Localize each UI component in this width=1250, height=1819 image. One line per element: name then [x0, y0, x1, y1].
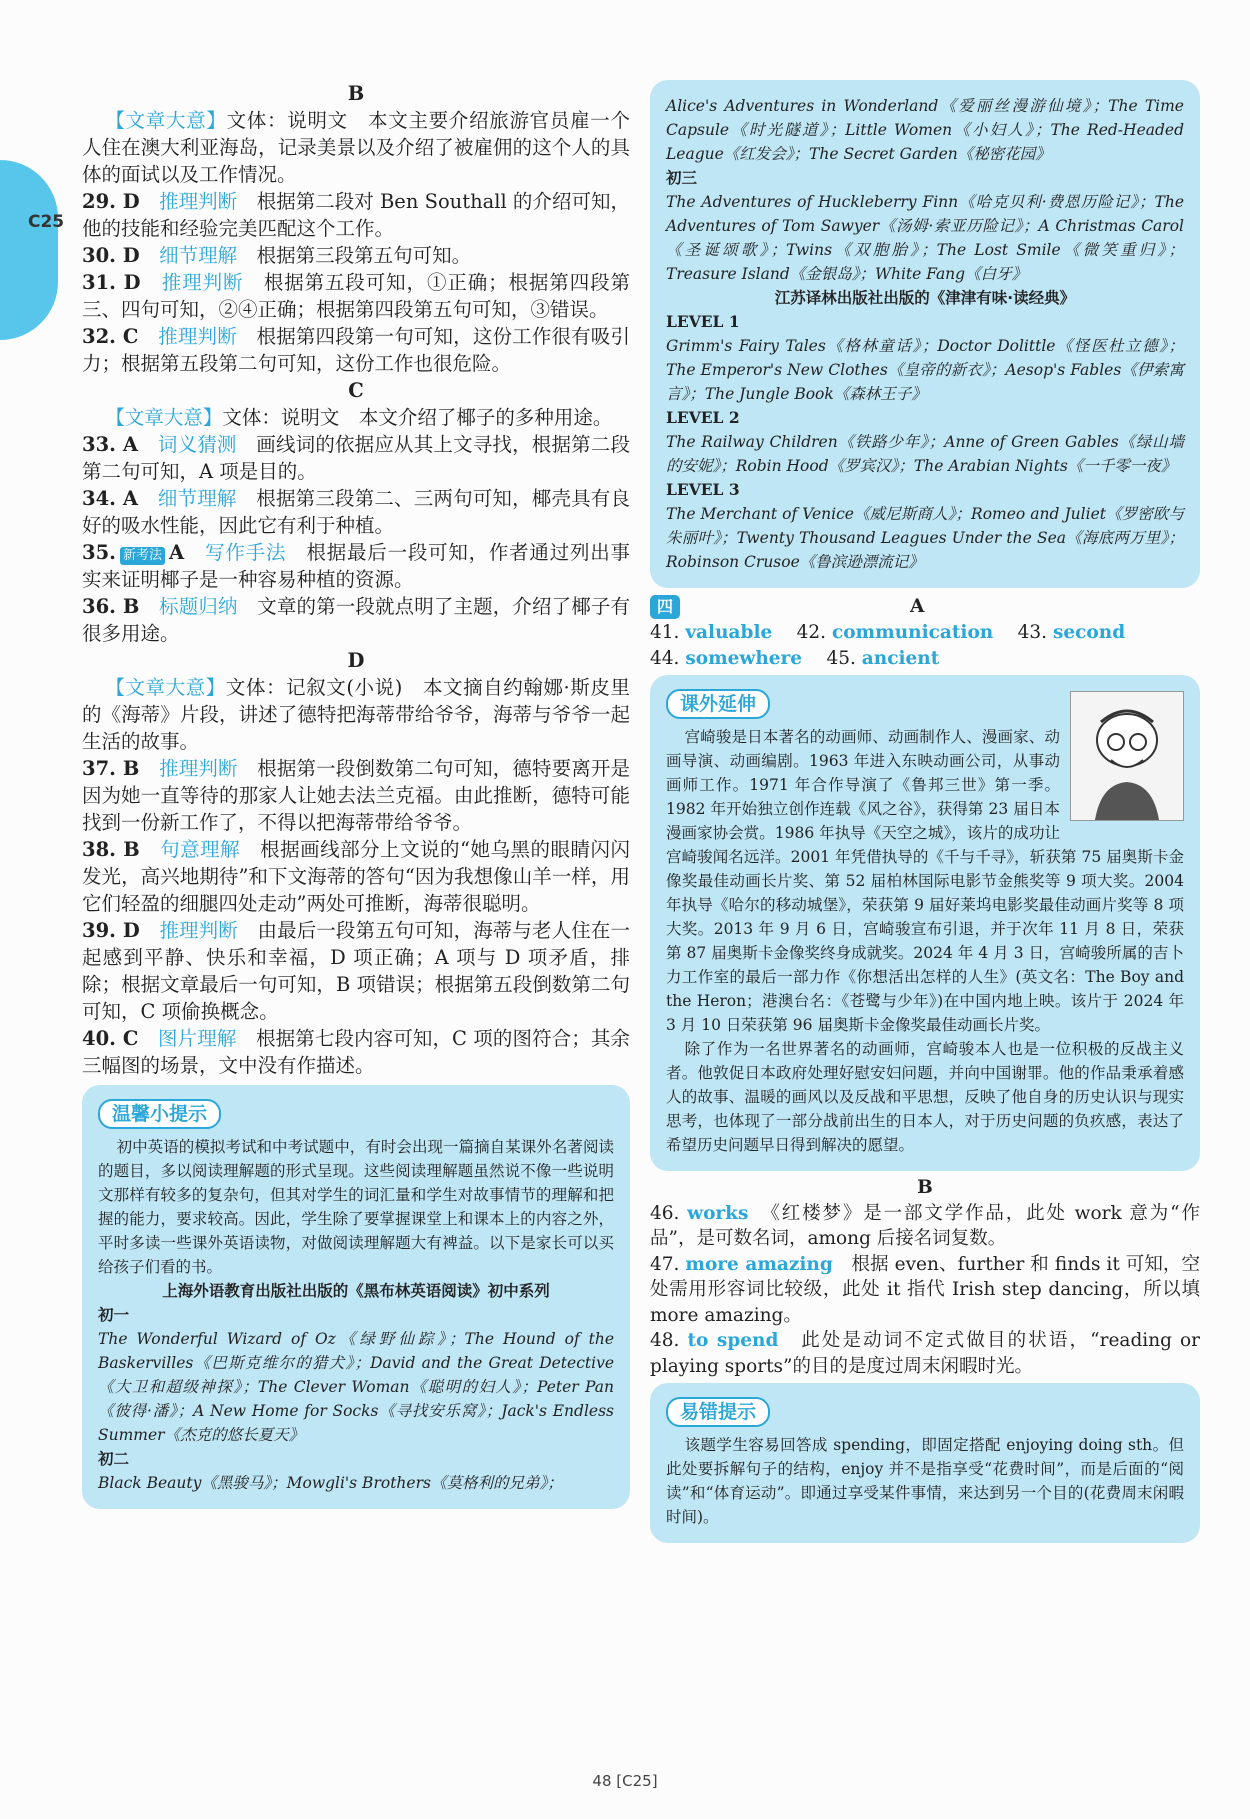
section-4-number: 四 [650, 595, 680, 619]
answer-39: 39. D 推理判断 由最后一段第五句可知，海蒂与老人住在一起感到平静、快乐和幸福，D 项正确；A 项与 D 项矛盾，排除；根据文章最后一句可知，B 项错误；根据第五段倒数第二句可知，C 项偷换概念。 [82, 919, 630, 1023]
side-tab-label: C25 [28, 212, 65, 232]
error-tip-text: 该题学生容易回答成 spending，即固定搭配 enjoying doing sth。但此处要拆解句子的结构，enjoy 并不是指享受“花费时间”，而是后面的“阅读”和“体育运动”。即通过享受某件事情，来达到另一个目的(花费周末闲暇时间)。 [666, 1436, 1184, 1526]
answer-48: 48. to spend 此处是动词不定式做目的状语，“reading or playing sports”的目的是度过周末闲暇时光。 [650, 1330, 1200, 1377]
level-2-label: LEVEL 2 [666, 408, 740, 427]
section-4-header [650, 594, 1200, 620]
answer-38: 38. B 句意理解 根据画线部分上文说的“她乌黑的眼睛闪闪发光，高兴地期待”和下文海蒂的答句“因为我想像山羊一样，用它们轻盈的细腿四处走动”两处可推断，海蒂很聪明。 [82, 838, 630, 915]
answer-35: 35. 新考法 A 写作手法 根据最后一段可知，作者通过列出事实来证明椰子是一种容易种植的资源。 [82, 541, 630, 591]
level-1-books: Grimm's Fairy Tales《格林童话》；Doctor Dolittle《怪医杜立德》；The Emperor's New Clothes《皇帝的新衣》；Aesop's Fables《伊索寓言》；The Jungle Book《森林王子》 [666, 337, 1184, 403]
grade-3-label: 初三 [666, 168, 698, 187]
side-page-tab [0, 160, 65, 340]
error-tip-box [650, 1383, 1200, 1543]
grade-2-books: Black Beauty《黑骏马》；Mowgli's Brothers《莫格利的兄弟》； [98, 1474, 563, 1492]
extension-paragraph-1: 宫崎骏是日本著名的动画师、动画制作人、漫画家、动画导演、动画编剧。1963 年进入东映动画公司，从事动画师工作。1971 年合作导演了《鲁邦三世》第一季。1982 年开始独立创作连载《风之谷》，获得第 23 届日本漫画家协会赏。1986 年执导《天空之城》，该片的成功让宫崎骏闻名远洋。2001 年凭借执导的《千与千寻》，斩获第 75 届奥斯卡金像奖最佳动画长片奖、第 52 届柏林国际电影节金熊奖等 9 项大奖。2004 年执导《哈尔的移动城堡》，荣获第 9 届好莱坞电影奖最佳动画片奖等 8 项大奖。2013 年 9 月 6 日，宫崎骏宣布引退，并于次年 11 月 8 日，荣获第 87 届奥斯卡金像奖终身成就奖。2024 年 4 月 3 日，宫崎骏所属的吉卜力工作室的最后一部力作《你想活出怎样的人生》(英文名：The Boy and the Heron；港澳台名：《苍鹭与少年》)在中国内地上映。该片于 2024 年 3 月 10 日荣获第 96 届奥斯卡金像奖最佳动画长片奖。 [666, 728, 1184, 1034]
booklist-box [650, 80, 1200, 588]
section-c-heading: C [348, 379, 364, 402]
tip-box [82, 1085, 630, 1509]
miyazaki-portrait-image [1070, 691, 1184, 821]
answer-33: 33. A 词义猜测 画线词的依据应从其上文寻找，根据第二段第二句可知，A 项是目的。 [82, 433, 630, 483]
answer-37: 37. B 推理判断 根据第一段倒数第二句可知，德特要离开是因为她一直等待的那家人让她去法兰克福。由此推断，德特可能找到一份新工作了，不得以把海蒂带给爷爷。 [82, 757, 630, 834]
tip-publisher: 上海外语教育出版社出版的《黑布林英语阅读》初中系列 [162, 1282, 550, 1300]
answer-29: 29. D 推理判断 根据第二段对 Ben Southall 的介绍可知，他的技能和经验完美匹配这个工作。 [82, 190, 630, 240]
grade-3-books: The Adventures of Huckleberry Finn《哈克贝利·费恩历险记》；The Adventures of Tom Sawyer《汤姆·索亚历险记》；A Christmas Carol《圣诞颂歌》；Twins《双胞胎》；The Lost Smile《微笑重归》；Treasure Island《金银岛》；White Fang《白牙》 [666, 193, 1184, 283]
tip-heading: 温馨小提示 [98, 1099, 221, 1129]
new-method-badge: 新考法 [120, 547, 165, 565]
a-answers-row-1: 41. valuable 42. communication 43. second [650, 622, 1126, 643]
page-code: C25 [622, 1772, 652, 1790]
answer-30: 30. D 细节理解 根据第三段第五句可知。 [82, 244, 472, 267]
page-footer: 48 [C25] [592, 1772, 658, 1790]
tip-text: 初中英语的模拟考试和中考试题中，有时会出现一篇摘自某课外名著阅读的题目，多以阅读理解题的形式呈现。这些阅读理解题虽然说不像一些说明文那样有较多的复杂句，但其对学生的词汇量和学生对故事情节的理解和把握的能力，要求较高。因此，学生除了要掌握课堂上和课本上的内容之外，平时多读一些课外英语读物，对做阅读理解题大有裨益。以下是家长可以买给孩子们看的书。 [98, 1138, 614, 1276]
publisher-2: 江苏译林出版社出版的《津津有味·读经典》 [774, 289, 1076, 307]
error-tip-heading: 易错提示 [666, 1397, 770, 1427]
grade-2-label: 初二 [98, 1449, 130, 1468]
level-1-label: LEVEL 1 [666, 312, 740, 331]
level-3-label: LEVEL 3 [666, 480, 740, 499]
answer-32: 32. C 推理判断 根据第四段第一句可知，这份工作很有吸引力；根据第五段第二句可知，这份工作也很危险。 [82, 325, 630, 375]
grade-1-label: 初一 [98, 1305, 130, 1324]
answer-46: 46. works 《红楼梦》是一部文学作品，此处 work 意为“作品”，是可数名词，among 后接名词复数。 [650, 1202, 1200, 1249]
section-d-heading: D [347, 649, 365, 672]
answer-34: 34. A 细节理解 根据第三段第二、三两句可知，椰壳具有良好的吸水性能，因此它有利于种植。 [82, 487, 630, 537]
level-2-books: The Railway Children《铁路少年》；Anne of Green Gables《绿山墙的安妮》；Robin Hood《罗宾汉》；The Arabian Nights《一千零一夜》 [666, 433, 1184, 475]
answer-40: 40. C 图片理解 根据第七段内容可知，C 项的图符合；其余三幅图的场景，文中没有作描述。 [82, 1027, 630, 1077]
left-column [82, 80, 630, 1509]
grade-1-books: The Wonderful Wizard of Oz《绿野仙踪》；The Hound of the Baskervilles《巴斯克维尔的猎犬》；David and the Great Detective《大卫和超级神探》；The Clever Woman《聪明的妇人》；Peter Pan《彼得·潘》；A New Home for Socks《寻找安乐窝》；Jack's Endless Summer《杰克的悠长夏天》 [98, 1330, 614, 1444]
extension-box [650, 675, 1200, 1171]
section-a-heading: A [910, 596, 925, 617]
extension-heading: 课外延伸 [666, 689, 770, 719]
passage-d-summary: 【文章大意】文体：记叙文(小说) 本文摘自约翰娜·斯皮里的《海蒂》片段，讲述了德特把海蒂带给爷爷，海蒂与爷爷一起生活的故事。 [82, 676, 630, 753]
answer-47: 47. more amazing 根据 even、further 和 finds it 可知，空处需用形容词比较级，此处 it 指代 Irish step dancing，所以填 more amazing。 [650, 1253, 1200, 1326]
answer-31: 31. D 推理判断 根据第五段可知，①正确；根据第四段第三、四句可知，②④正确；根据第四段第五句可知，③错误。 [82, 271, 630, 321]
passage-b-summary: 【文章大意】文体：说明文 本文主要介绍旅游官员雇一个人住在澳大利亚海岛，记录美景以及介绍了被雇佣的这个人的具体的面试以及工作情况。 [82, 109, 630, 186]
level-3-books: The Merchant of Venice《威尼斯商人》；Romeo and Juliet《罗密欧与朱丽叶》；Twenty Thousand Leagues Under the Sea《海底两万里》；Robinson Crusoe《鲁滨逊漂流记》 [666, 505, 1184, 571]
extension-paragraph-2: 除了作为一名世界著名的动画师，宫崎骏本人也是一位积极的反战主义者。他敦促日本政府处理好慰安妇问题，并向中国谢罪。他的作品秉承着感人的故事、温暖的画风以及反战和平思想，反映了他自身的历史认识与现实思考，也体现了一部分战前出生的日本人，对于历史问题的负疚感，表达了希望历史问题早日得到解决的愿望。 [666, 1040, 1184, 1154]
grade-2-books-cont: Alice's Adventures in Wonderland《爱丽丝漫游仙境》；The Time Capsule《时光隧道》；Little Women《小妇人》；The Red-Headed League《红发会》；The Secret Garden《秘密花园》 [666, 97, 1184, 163]
answer-36: 36. B 标题归纳 文章的第一段就点明了主题，介绍了椰子有很多用途。 [82, 595, 630, 645]
page-number: 48 [592, 1772, 612, 1790]
right-column [650, 80, 1200, 1543]
a-answers-row-2: 44. somewhere 45. ancient [650, 647, 940, 669]
section-b2-heading: B [917, 1177, 933, 1198]
passage-c-summary: 【文章大意】文体：说明文 本文介绍了椰子的多种用途。 [105, 406, 613, 429]
section-b-heading: B [347, 82, 365, 105]
